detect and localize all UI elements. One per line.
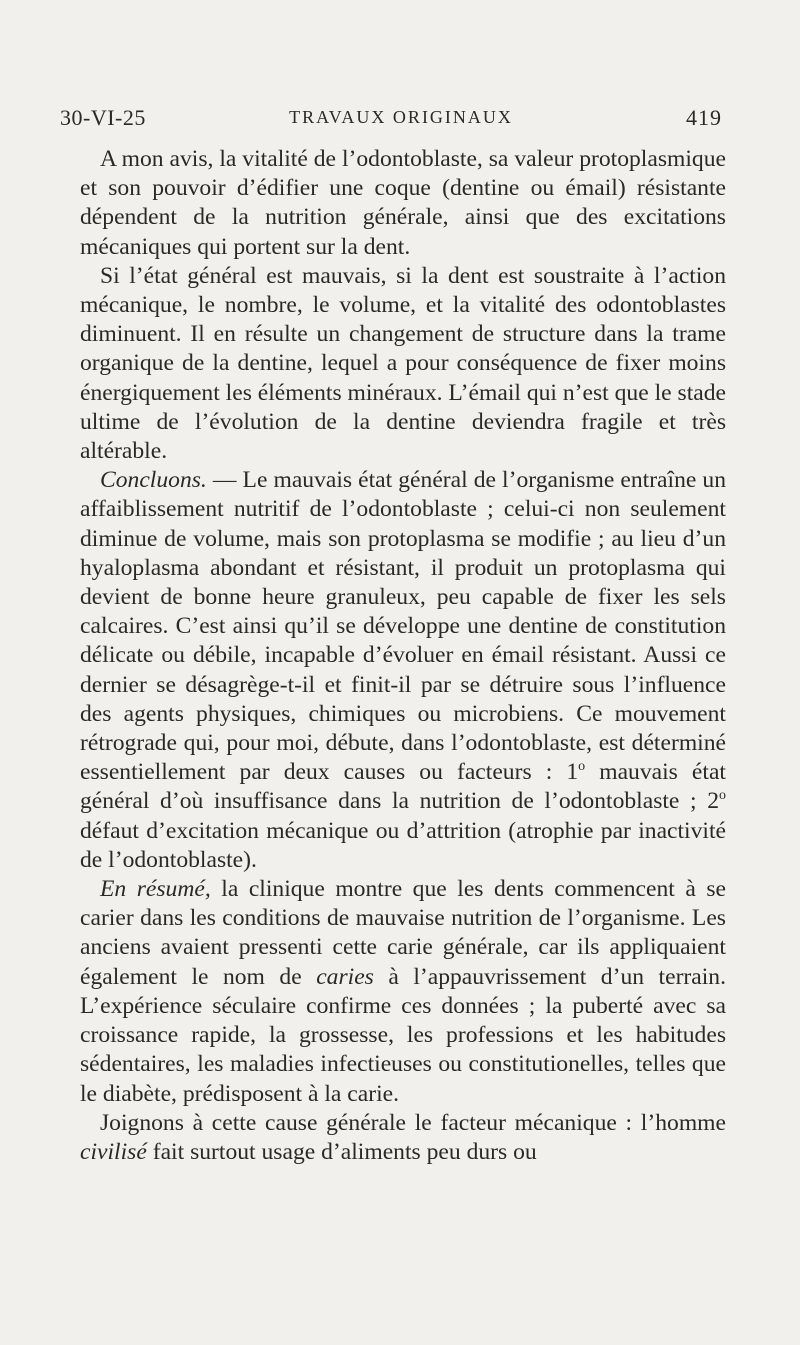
text-run: mauvais état général d’où insuffisance dans la nutrition de l’odontoblaste ; 2 [80, 759, 726, 815]
text-run: Si l’état général est mauvais, si la dent est soustraite à l’action mécanique, le nombre, le volume, et la vitalité des odontoblastes diminuent. Il en résulte un changement de structure dans la trame organique de la dentine, lequel a pour conséquence de fixer moins énergiquement les éléments minéraux. L’émail qui n’est que le stade ultime de l’évolution de la dentine deviendra fragile et très altérable. [80, 262, 727, 465]
italic-text: En résumé, [100, 876, 211, 903]
italic-text: Concluons. [100, 467, 207, 494]
paragraph [80, 1109, 726, 1167]
text-run: — Le mauvais état général de l’organisme entraîne un affaiblissement nutritif de l’odontoblaste ; celui-ci non seulement diminue de volume, mais son protoplasma se modifie ; au lieu d’un hyaloplasma abondant et résistant, il produit un protoplasma qui devient de bonne heure granuleux, peu capable de fixer les sels calcaires. C’est ainsi qu’il se développe une dentine de constitution délicate ou débile, incapable d’évoluer en émail résistant. Aussi ce dernier se désagrège-t-il et finit-il par se détruire sous l’influence des agents physiques, chimiques ou microbiens. Ce mouvement rétrograde qui, pour moi, débute, dans l’odontoblaste, est déterminé essentiellement par deux causes ou facteurs : 1 [80, 467, 726, 786]
text-run: à l’appauvrissement d’un terrain. L’expérience séculaire confirme ces données ; la puberté avec sa croissance rapide, la grossesse, les professions et les habitudes sédentaires, les maladies infectieuses ou constitutionelles, telles que le diabète, prédisposent à la carie. [80, 963, 727, 1107]
text-run: la clinique montre que les dents commencent à se carier dans les conditions de mauvaise nutrition de l’organisme. Les anciens avaient pressenti cette carie générale, car ils appliquaient également le nom de [80, 876, 726, 990]
text-run: A mon avis, la vitalité de l’odontoblaste, sa valeur protoplasmique et son pouvoir d’édifier une coque (dentine ou émail) résistante dépendent de la nutrition générale, ainsi que des excitations mécaniques qui portent sur la dent. [80, 146, 726, 260]
text-run: défaut d’excitation mécanique ou d’attrition (atrophie par inactivité de l’odontoblaste). [80, 817, 726, 873]
superscript: o [578, 759, 586, 775]
issue-date: 30-VI-25 [60, 105, 146, 130]
text-run: fait surtout usage d’aliments peu durs ou [146, 1138, 537, 1165]
running-head [60, 105, 722, 133]
paragraph [80, 875, 726, 1109]
paragraph [80, 466, 726, 875]
text-run: Joignons à cette cause générale le facteur mécanique : l’homme [100, 1109, 726, 1136]
page-number: 419 [686, 105, 722, 130]
superscript: o [719, 788, 726, 804]
paragraph [80, 145, 726, 262]
body-text [80, 145, 726, 1167]
section-title: TRAVAUX ORIGINAUX [289, 107, 513, 127]
paragraph [80, 262, 726, 466]
italic-text: caries [316, 963, 374, 990]
italic-text: civilisé [80, 1138, 147, 1165]
